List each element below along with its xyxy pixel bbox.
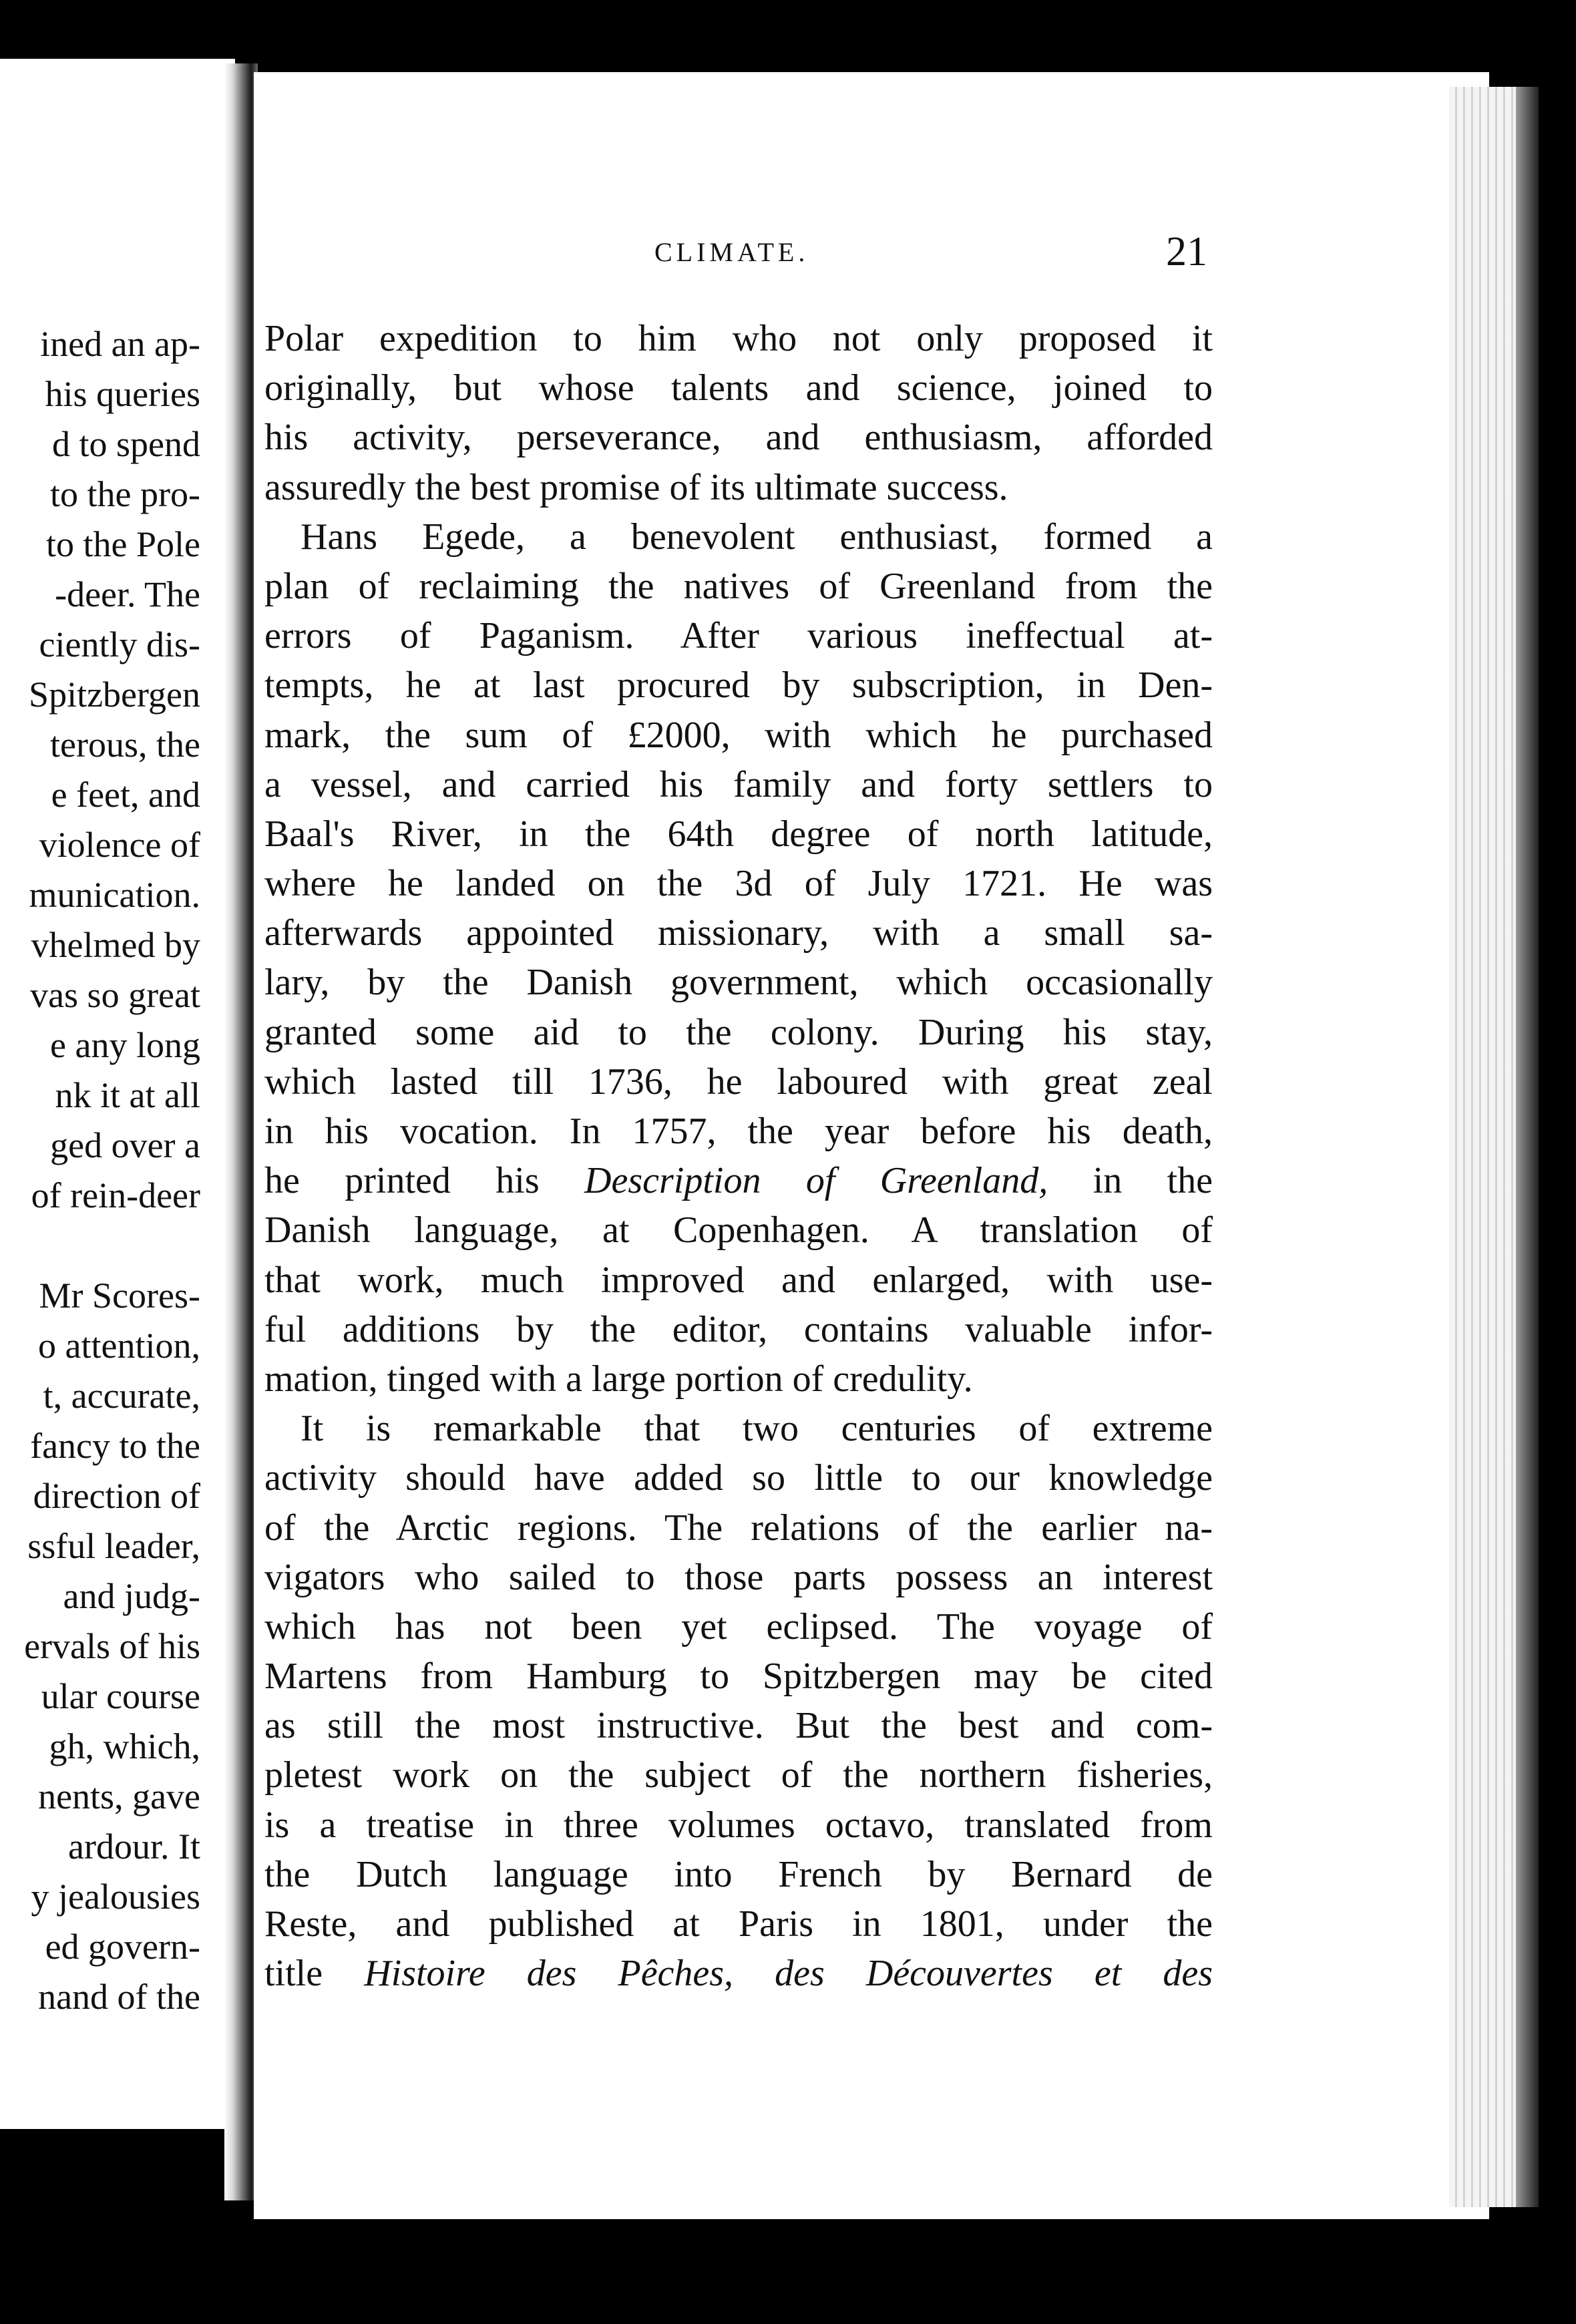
text-line: pletest work on the subject of the northern fisheries, — [264, 1754, 1213, 1796]
text-line: tempts, he at last procured by subscription, in Den- — [264, 664, 1213, 707]
left-fragment-line: to the Pole — [46, 524, 200, 564]
left-fragment-line: y jealousies — [31, 1877, 200, 1917]
left-fragment-line: vhelmed by — [31, 925, 200, 965]
left-fragment-line: Mr Scores- — [39, 1276, 200, 1316]
text-line: ful additions by the editor, contains valuable infor- — [264, 1308, 1213, 1350]
book-gutter — [224, 63, 258, 2200]
left-fragment-line: e feet, and — [51, 775, 200, 815]
left-fragment-line: ed govern- — [45, 1927, 200, 1967]
running-head: CLIMATE. — [654, 237, 809, 267]
text-line: lary, by the Danish government, which occasionally — [264, 962, 1213, 1004]
left-fragment-line: ged over a — [50, 1125, 200, 1165]
text-line: plan of reclaiming the natives of Greenland from the — [264, 565, 1213, 607]
left-fragment-line: ervals of his — [24, 1626, 200, 1666]
text-line: afterwards appointed missionary, with a small sa- — [264, 912, 1213, 954]
left-fragment-line: to the pro- — [50, 474, 200, 514]
left-fragment-line: ular course — [41, 1676, 200, 1716]
body-text — [264, 314, 1213, 1998]
left-fragment-line: ssful leader, — [27, 1526, 200, 1566]
left-fragment-line: nents, gave — [38, 1776, 200, 1816]
text-line — [264, 1156, 1213, 1205]
text-line: assuredly the best promise of its ultimate success. — [264, 466, 1008, 508]
text-line: where he landed on the 3d of July 1721. He was — [264, 863, 1213, 905]
text-line: mark, the sum of £2000, with which he purchased — [264, 714, 1213, 756]
text-line: a vessel, and carried his family and forty settlers to — [264, 763, 1213, 805]
page-number: 21 — [1166, 229, 1207, 274]
left-fragment-line: direction of — [33, 1476, 200, 1516]
text-line: Polar expedition to him who not only proposed it — [264, 318, 1213, 359]
text-line: in his vocation. In 1757, the year before his death, — [264, 1111, 1213, 1152]
left-fragment-line: Spitzbergen — [29, 674, 200, 715]
text-line: which has not been yet eclipsed. The voyage of — [264, 1605, 1213, 1648]
text-line: originally, but whose talents and science, joined to — [264, 367, 1213, 409]
text-line — [264, 1949, 1213, 1998]
book-title-italic: Histoire des Pêches, des Découvertes et des — [364, 1953, 1213, 1995]
left-fragment-line: munication. — [29, 875, 200, 915]
left-fragment-line: terous, the — [50, 725, 200, 765]
left-fragment-line: his queries — [45, 374, 200, 414]
text-run: he printed his — [264, 1160, 540, 1202]
left-fragment-line: vas so great — [30, 975, 200, 1015]
text-run: in the — [1093, 1160, 1213, 1202]
left-fragment-line: nand of the — [38, 1977, 200, 2017]
text-line: the Dutch language into French by Bernard de — [264, 1853, 1213, 1895]
left-fragment-line: and judg- — [63, 1576, 200, 1616]
text-run: title — [264, 1953, 323, 1995]
left-fragment-line: e any long — [50, 1025, 200, 1065]
left-fragment-line: ciently dis- — [39, 624, 200, 664]
left-fragment-line: -deer. The — [55, 574, 200, 614]
left-fragment-line: ardour. It — [68, 1826, 200, 1867]
text-line: is a treatise in three volumes octavo, translated from — [264, 1804, 1213, 1846]
left-fragment-line: nk it at all — [55, 1075, 200, 1115]
text-line: which lasted till 1736, he laboured with great zeal — [264, 1060, 1213, 1103]
left-fragment-line: of rein-deer — [31, 1175, 200, 1215]
text-line: of the Arctic regions. The relations of the earlier na- — [264, 1507, 1213, 1549]
left-fragment-line: t, accurate, — [43, 1376, 200, 1416]
book-title-italic: Description of Greenland, — [584, 1160, 1048, 1202]
left-page-text-fragments — [24, 319, 200, 2022]
text-line: granted some aid to the colony. During his stay, — [264, 1011, 1213, 1053]
text-line: activity should have added so little to our knowledge — [264, 1457, 1213, 1499]
text-line: errors of Paganism. After various ineffectual at- — [264, 615, 1213, 657]
paragraph-first-line: It is remarkable that two centuries of extreme — [301, 1408, 1213, 1450]
text-line: mation, tinged with a large portion of credulity. — [264, 1358, 973, 1400]
text-line: vigators who sailed to those parts possess an interest — [264, 1556, 1213, 1598]
text-line: as still the most instructive. But the best and com- — [264, 1705, 1213, 1747]
text-line: Reste, and published at Paris in 1801, under the — [264, 1903, 1213, 1945]
text-line: Baal's River, in the 64th degree of north latitude, — [264, 813, 1213, 855]
text-line: Martens from Hamburg to Spitzbergen may be cited — [264, 1656, 1213, 1698]
left-fragment-line: o attention, — [38, 1326, 200, 1366]
left-fragment-line: fancy to the — [30, 1426, 200, 1466]
left-facing-page — [0, 59, 235, 2129]
paragraph-first-line: Hans Egede, a benevolent enthusiast, formed a — [301, 516, 1213, 558]
page-edges-shadow — [1516, 87, 1539, 2207]
left-fragment-line: gh, which, — [49, 1726, 200, 1766]
text-line: that work, much improved and enlarged, with use- — [264, 1259, 1213, 1301]
text-line: Danish language, at Copenhagen. A translation of — [264, 1209, 1213, 1251]
left-fragment-line: ined an ap- — [40, 324, 200, 364]
text-line: his activity, perseverance, and enthusiasm, afforded — [264, 417, 1213, 459]
left-fragment-line: violence of — [39, 825, 200, 865]
left-fragment-line — [24, 1221, 200, 1271]
left-fragment-line: d to spend — [52, 424, 200, 464]
